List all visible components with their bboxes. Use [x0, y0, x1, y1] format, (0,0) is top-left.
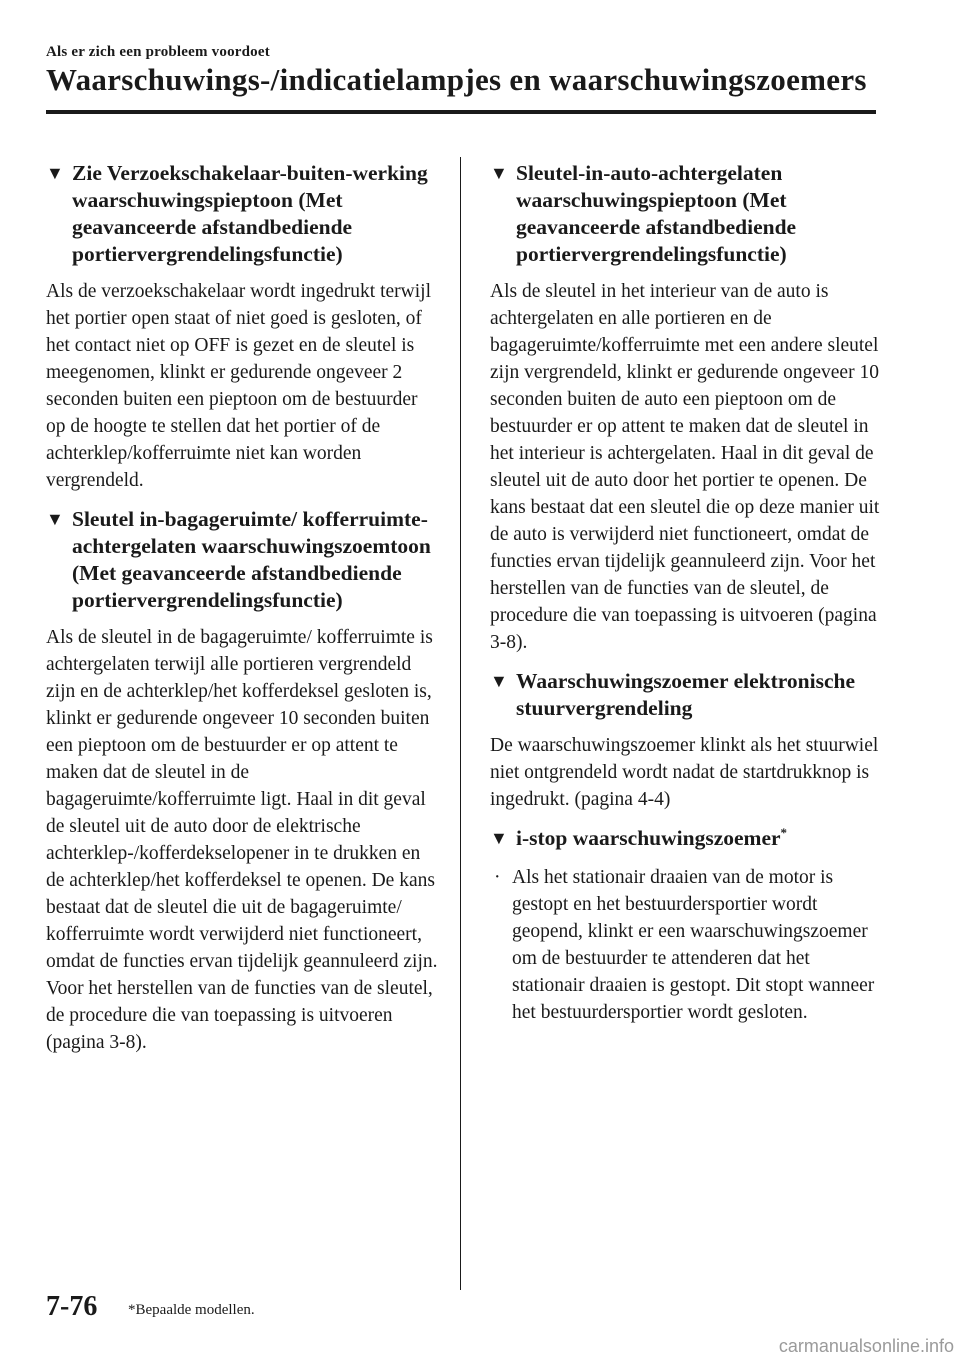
title-rule [46, 110, 876, 114]
heading-text: Sleutel in-bagageruimte/ kofferruimte-achtergelaten waarschuwingszoemtoon (Met geavanceerde afstandbediende portiervergrendelingsfunctie) [72, 507, 431, 612]
section-label: Als er zich een probleem voordoet [46, 44, 270, 60]
page-title: Waarschuwings-/indicatielampjes en waarschuwingszoemers [46, 62, 867, 97]
section-steering-lock-buzzer [490, 668, 880, 813]
triangle-marker-icon: ▼ [490, 163, 508, 183]
section-heading [46, 160, 438, 268]
triangle-marker-icon: ▼ [490, 671, 508, 691]
page-number: 7-76 [46, 1291, 98, 1322]
body-paragraph: Als de sleutel in het interieur van de auto is achtergelaten en alle portieren en de bagageruimte/kofferruimte met een andere sleutel zijn vergrendeld, klinkt er gedurende ongeveer 10 seconden buiten de auto een pieptoon om de bestuurder er op attent te maken dat de sleutel in het interieur is achtergelaten. Haal in dit geval de sleutel uit de auto door het portier te openen. De kans bestaat dat een sleutel die op deze manier uit de auto is verwijderd niet functioneert, omdat de functies ervan tijdelijk geannuleerd zijn. Voor het herstellen van de functies van de sleutel, de procedure die van toepassing is uitvoeren (pagina 3-8). [490, 281, 880, 653]
bullet-dot-icon: · [494, 867, 501, 888]
section-key-in-car-beep [490, 160, 880, 656]
footnote-asterisk: * [780, 824, 788, 840]
section-heading [490, 825, 880, 852]
triangle-marker-icon: ▼ [46, 509, 64, 529]
section-request-switch-beep [46, 160, 438, 494]
column-divider [460, 157, 461, 1290]
body-paragraph: Als de sleutel in de bagageruimte/ kofferruimte is achtergelaten terwijl alle portieren vergrendeld zijn en de achterklep/het kofferdeksel gesloten is, klinkt er gedurende ongeveer 10 seconden buiten een pieptoon om de bestuurder er op attent te maken dat de sleutel in de bagageruimte/kofferruimte ligt. Haal in dit geval de sleutel uit de auto door de elektrische achterklep-/kofferdekselopener in te drukken en de achterklep/het kofferdeksel te openen. De kans bestaat dat de sleutel die uit de bagageruimte/ kofferruimte wordt verwijderd niet functioneert, omdat de functies ervan tijdelijk geannuleerd zijn. Voor het herstellen van de functies van de sleutel, de procedure die van toepassing is uitvoeren (pagina 3-8). [46, 627, 438, 1053]
heading-text: Zie Verzoekschakelaar-buiten-werking waarschuwingspieptoon (Met geavanceerde afstandbediende portiervergrendelingsfunctie) [72, 161, 428, 266]
bullet-item [490, 864, 880, 1026]
right-column [490, 160, 880, 1038]
triangle-marker-icon: ▼ [46, 163, 64, 183]
heading-text: Waarschuwingszoemer elektronische stuurvergrendeling [516, 669, 855, 720]
body-paragraph: De waarschuwingszoemer klinkt als het stuurwiel niet ontgrendeld wordt nadat de startdrukknop is ingedrukt. (pagina 4-4) [490, 735, 879, 810]
heading-text [516, 825, 880, 852]
heading-text: Sleutel-in-auto-achtergelaten waarschuwingspieptoon (Met geavanceerde afstandbediende portiervergrendelingsfunctie) [516, 161, 797, 266]
left-column [46, 160, 438, 1068]
section-heading [46, 506, 438, 614]
bullet-text: Als het stationair draaien van de motor is gestopt en het bestuurdersportier wordt geopend, klinkt er een waarschuwingszoemer om de bestuurder te attenderen dat het stationair draaien is gestopt. Dit stopt wanneer het bestuurdersportier wordt gesloten. [512, 867, 875, 1023]
section-key-in-trunk-beep [46, 506, 438, 1056]
section-heading [490, 160, 880, 268]
heading-label: i-stop waarschuwingszoemer [516, 826, 781, 850]
body-paragraph: Als de verzoekschakelaar wordt ingedrukt terwijl het portier open staat of niet goed is gesloten, of het contact niet op OFF is gezet en de sleutel is meegenomen, klinkt er gedurende ongeveer 2 seconden buiten een pieptoon om de bestuurder op de hoogte te stellen dat het portier of de achterklep/kofferruimte niet kan worden vergrendeld. [46, 281, 431, 491]
triangle-marker-icon: ▼ [490, 828, 508, 848]
section-istop-buzzer [490, 825, 880, 1026]
watermark: carmanualsonline.info [778, 1336, 954, 1356]
footnote: *Bepaalde modellen. [128, 1302, 255, 1318]
section-heading [490, 668, 880, 722]
